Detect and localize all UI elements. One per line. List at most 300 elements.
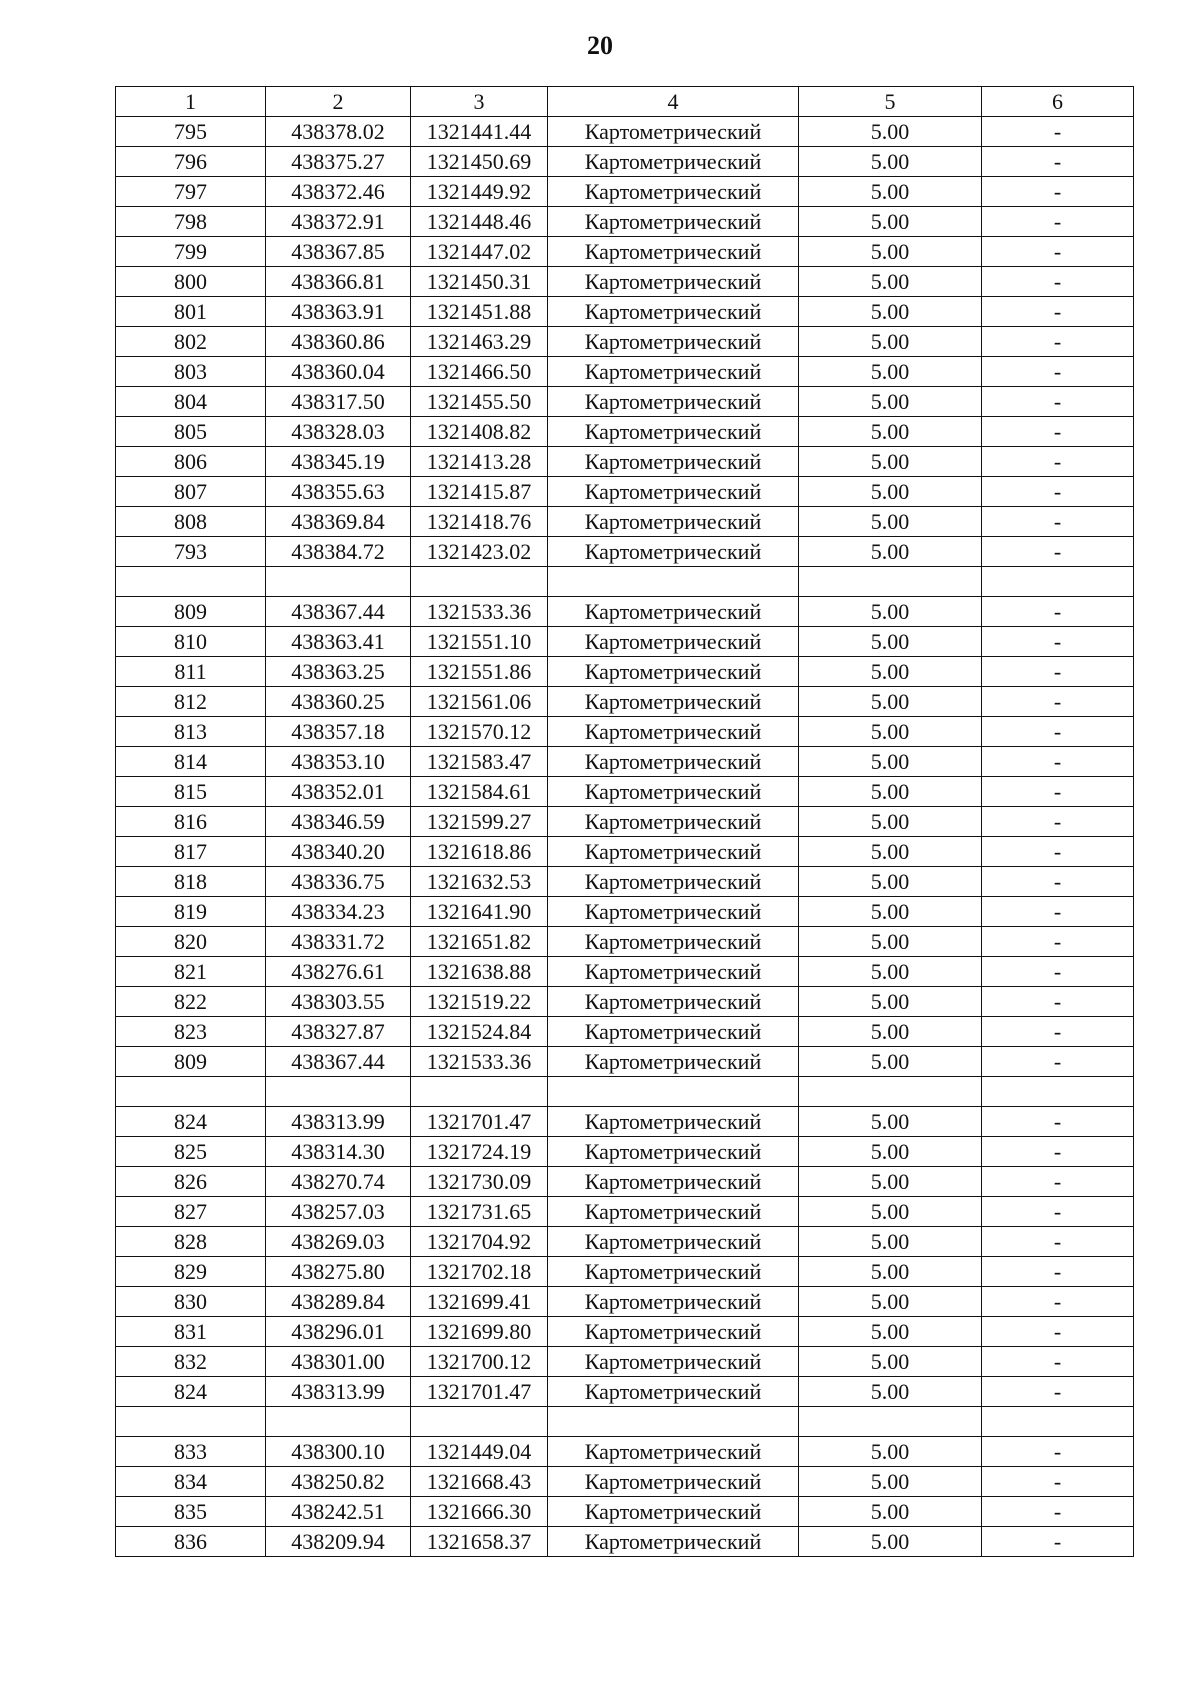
table-cell: 5.00 <box>799 777 982 807</box>
table-row <box>116 1467 1134 1497</box>
table-row <box>116 1227 1134 1257</box>
table-cell: 5.00 <box>799 387 982 417</box>
table-row <box>116 837 1134 867</box>
table-row <box>116 957 1134 987</box>
table-cell: Картометрический <box>548 1377 799 1407</box>
table-cell: 438276.61 <box>266 957 411 987</box>
table-cell: Картометрический <box>548 417 799 447</box>
table-cell: 5.00 <box>799 1107 982 1137</box>
table-cell: 819 <box>116 897 266 927</box>
table-cell: 1321451.88 <box>411 297 548 327</box>
table-cell: Картометрический <box>548 777 799 807</box>
table-cell: 438352.01 <box>266 777 411 807</box>
table-cell: 803 <box>116 357 266 387</box>
table-row <box>116 687 1134 717</box>
table-row <box>116 147 1134 177</box>
header-cell: 6 <box>982 87 1134 117</box>
table-cell: 438270.74 <box>266 1167 411 1197</box>
table-cell: - <box>982 237 1134 267</box>
table-cell: 438353.10 <box>266 747 411 777</box>
table-cell: 438367.85 <box>266 237 411 267</box>
header-row <box>116 87 1134 117</box>
table-cell: 1321638.88 <box>411 957 548 987</box>
table-cell: - <box>982 1227 1134 1257</box>
table-cell: Картометрический <box>548 897 799 927</box>
table-cell <box>266 567 411 597</box>
table-cell: 835 <box>116 1497 266 1527</box>
table-cell: Картометрический <box>548 297 799 327</box>
table-cell: 1321701.47 <box>411 1107 548 1137</box>
table-cell: Картометрический <box>548 1107 799 1137</box>
table-cell <box>548 1077 799 1107</box>
table-cell: 5.00 <box>799 687 982 717</box>
table-cell: 815 <box>116 777 266 807</box>
table-cell: - <box>982 927 1134 957</box>
table-cell: Картометрический <box>548 1347 799 1377</box>
table-cell: Картометрический <box>548 1317 799 1347</box>
table-row <box>116 867 1134 897</box>
table-cell: - <box>982 717 1134 747</box>
table-cell: Картометрический <box>548 387 799 417</box>
table-cell: Картометрический <box>548 537 799 567</box>
table-cell: 438327.87 <box>266 1017 411 1047</box>
table-cell: - <box>982 1437 1134 1467</box>
table-cell: - <box>982 327 1134 357</box>
table-cell: Картометрический <box>548 1167 799 1197</box>
table-row <box>116 1497 1134 1527</box>
table-row <box>116 1017 1134 1047</box>
table-cell: 804 <box>116 387 266 417</box>
table-cell: - <box>982 417 1134 447</box>
table-cell: 5.00 <box>799 837 982 867</box>
table-cell: 438300.10 <box>266 1437 411 1467</box>
table-row <box>116 327 1134 357</box>
table-cell: 438367.44 <box>266 1047 411 1077</box>
table-row <box>116 237 1134 267</box>
table-row <box>116 267 1134 297</box>
table-row <box>116 597 1134 627</box>
table-row <box>116 207 1134 237</box>
table-cell: 5.00 <box>799 1437 982 1467</box>
table-cell: 5.00 <box>799 177 982 207</box>
table-cell: 795 <box>116 117 266 147</box>
table-cell: Картометрический <box>548 867 799 897</box>
table-cell: 1321413.28 <box>411 447 548 477</box>
table-cell: - <box>982 1377 1134 1407</box>
table-cell: - <box>982 687 1134 717</box>
table-cell: 807 <box>116 477 266 507</box>
table-cell: 438209.94 <box>266 1527 411 1557</box>
table-cell: 438367.44 <box>266 597 411 627</box>
table-cell: Картометрический <box>548 1467 799 1497</box>
table-cell: 5.00 <box>799 1167 982 1197</box>
table-row <box>116 297 1134 327</box>
table-cell: 1321408.82 <box>411 417 548 447</box>
table-cell: 5.00 <box>799 897 982 927</box>
table-cell: 5.00 <box>799 1347 982 1377</box>
table-cell <box>266 1407 411 1437</box>
table-cell: 438289.84 <box>266 1287 411 1317</box>
table-cell: - <box>982 1287 1134 1317</box>
table-cell: 811 <box>116 657 266 687</box>
table-cell: - <box>982 1047 1134 1077</box>
table-cell: Картометрический <box>548 357 799 387</box>
table-cell: Картометрический <box>548 447 799 477</box>
table-cell: 438340.20 <box>266 837 411 867</box>
table-cell: - <box>982 957 1134 987</box>
header-cell: 2 <box>266 87 411 117</box>
table-cell: 828 <box>116 1227 266 1257</box>
table-cell: - <box>982 747 1134 777</box>
table-cell: 824 <box>116 1107 266 1137</box>
table-row <box>116 1347 1134 1377</box>
table-cell: 829 <box>116 1257 266 1287</box>
table-cell: Картометрический <box>548 657 799 687</box>
table-cell: - <box>982 1107 1134 1137</box>
table-cell: 1321700.12 <box>411 1347 548 1377</box>
table-cell: 5.00 <box>799 267 982 297</box>
table-cell: 438355.63 <box>266 477 411 507</box>
table-cell: - <box>982 1017 1134 1047</box>
table-cell: 825 <box>116 1137 266 1167</box>
table-cell: - <box>982 627 1134 657</box>
table-cell: 5.00 <box>799 1227 982 1257</box>
table-cell: Картометрический <box>548 1287 799 1317</box>
table-cell: 5.00 <box>799 1017 982 1047</box>
table-cell: 438363.91 <box>266 297 411 327</box>
table-cell: 5.00 <box>799 747 982 777</box>
table-cell: 5.00 <box>799 1257 982 1287</box>
table-cell <box>799 1407 982 1437</box>
table-cell: 5.00 <box>799 117 982 147</box>
table-cell: 801 <box>116 297 266 327</box>
table-cell: 1321641.90 <box>411 897 548 927</box>
table-cell: 5.00 <box>799 1497 982 1527</box>
table-cell: 797 <box>116 177 266 207</box>
table-cell: - <box>982 1167 1134 1197</box>
table-cell: 5.00 <box>799 1197 982 1227</box>
table-cell: 798 <box>116 207 266 237</box>
table-cell: 5.00 <box>799 207 982 237</box>
table-cell: 5.00 <box>799 1527 982 1557</box>
table-cell: 1321702.18 <box>411 1257 548 1287</box>
table-cell: 5.00 <box>799 597 982 627</box>
table-cell: 438334.23 <box>266 897 411 927</box>
table-cell: - <box>982 1527 1134 1557</box>
table-cell: 5.00 <box>799 1047 982 1077</box>
table-cell: Картометрический <box>548 117 799 147</box>
table-cell: 438331.72 <box>266 927 411 957</box>
table-row <box>116 927 1134 957</box>
table-cell: 5.00 <box>799 357 982 387</box>
table-cell: 802 <box>116 327 266 357</box>
table-cell: 833 <box>116 1437 266 1467</box>
table-row <box>116 1137 1134 1167</box>
table-cell: 809 <box>116 1047 266 1077</box>
table-cell: - <box>982 837 1134 867</box>
table-cell <box>548 1407 799 1437</box>
table-row <box>116 1257 1134 1287</box>
table-cell: - <box>982 447 1134 477</box>
table-cell: 5.00 <box>799 717 982 747</box>
table-cell: 1321632.53 <box>411 867 548 897</box>
table-cell: 1321651.82 <box>411 927 548 957</box>
table-cell: 438303.55 <box>266 987 411 1017</box>
table-cell: 438360.86 <box>266 327 411 357</box>
table-cell: - <box>982 657 1134 687</box>
table-cell: 812 <box>116 687 266 717</box>
table-cell: 438360.04 <box>266 357 411 387</box>
table-cell: 816 <box>116 807 266 837</box>
table-cell: 1321584.61 <box>411 777 548 807</box>
table-cell: Картометрический <box>548 207 799 237</box>
table-row <box>116 507 1134 537</box>
table-cell: 1321447.02 <box>411 237 548 267</box>
table-row <box>116 177 1134 207</box>
table-cell: - <box>982 507 1134 537</box>
table-cell: 1321704.92 <box>411 1227 548 1257</box>
table-cell <box>116 1077 266 1107</box>
table-cell: 1321524.84 <box>411 1017 548 1047</box>
table-cell: 5.00 <box>799 507 982 537</box>
table-row <box>116 417 1134 447</box>
table-cell: Картометрический <box>548 1137 799 1167</box>
table-cell <box>982 567 1134 597</box>
table-cell: 1321448.46 <box>411 207 548 237</box>
table-cell: Картометрический <box>548 1497 799 1527</box>
table-cell: 5.00 <box>799 147 982 177</box>
table-cell <box>411 1407 548 1437</box>
table-cell: 822 <box>116 987 266 1017</box>
table-cell: 5.00 <box>799 447 982 477</box>
table-cell: 438301.00 <box>266 1347 411 1377</box>
table-cell: 5.00 <box>799 417 982 447</box>
table-cell: Картометрический <box>548 1527 799 1557</box>
table-cell: 823 <box>116 1017 266 1047</box>
table-row <box>116 777 1134 807</box>
table-cell: 820 <box>116 927 266 957</box>
table-row <box>116 747 1134 777</box>
table-cell: 438363.41 <box>266 627 411 657</box>
table-cell: - <box>982 1497 1134 1527</box>
table-cell: 800 <box>116 267 266 297</box>
header-cell: 1 <box>116 87 266 117</box>
table-row <box>116 1167 1134 1197</box>
table-row <box>116 117 1134 147</box>
table-cell: 5.00 <box>799 957 982 987</box>
table-cell: Картометрический <box>548 1257 799 1287</box>
table-cell: 796 <box>116 147 266 177</box>
table-cell <box>116 567 266 597</box>
table-cell: Картометрический <box>548 1437 799 1467</box>
table-cell: 1321699.41 <box>411 1287 548 1317</box>
coordinates-table <box>115 86 1134 1557</box>
table-cell: 1321731.65 <box>411 1197 548 1227</box>
table-body <box>116 87 1134 1557</box>
table-cell: 1321449.92 <box>411 177 548 207</box>
table-cell: 799 <box>116 237 266 267</box>
table-cell: 1321415.87 <box>411 477 548 507</box>
table-cell: 438366.81 <box>266 267 411 297</box>
table-cell: 438242.51 <box>266 1497 411 1527</box>
table-cell <box>548 567 799 597</box>
table-cell: 813 <box>116 717 266 747</box>
table-cell: 5.00 <box>799 927 982 957</box>
table-cell <box>411 567 548 597</box>
table-cell: - <box>982 357 1134 387</box>
table-cell: 1321701.47 <box>411 1377 548 1407</box>
table-cell: 1321570.12 <box>411 717 548 747</box>
table-cell: 438296.01 <box>266 1317 411 1347</box>
table-cell: 438384.72 <box>266 537 411 567</box>
table-cell: 809 <box>116 597 266 627</box>
table-cell: Картометрический <box>548 1197 799 1227</box>
table-cell: 1321599.27 <box>411 807 548 837</box>
table-cell: 1321519.22 <box>411 987 548 1017</box>
table-cell: 5.00 <box>799 867 982 897</box>
table-cell: 438360.25 <box>266 687 411 717</box>
table-cell: 438257.03 <box>266 1197 411 1227</box>
table-cell: 810 <box>116 627 266 657</box>
table-cell: 836 <box>116 1527 266 1557</box>
table-cell: - <box>982 597 1134 627</box>
table-cell: - <box>982 297 1134 327</box>
table-cell: 438378.02 <box>266 117 411 147</box>
table-cell: 438346.59 <box>266 807 411 837</box>
table-cell: 438314.30 <box>266 1137 411 1167</box>
table-row <box>116 987 1134 1017</box>
table-cell: - <box>982 867 1134 897</box>
table-cell: 438336.75 <box>266 867 411 897</box>
table-cell: 818 <box>116 867 266 897</box>
table-row <box>116 897 1134 927</box>
table-cell: - <box>982 1467 1134 1497</box>
table-cell: - <box>982 777 1134 807</box>
table-cell: 831 <box>116 1317 266 1347</box>
table-cell: 821 <box>116 957 266 987</box>
table-cell: 5.00 <box>799 297 982 327</box>
table-row <box>116 657 1134 687</box>
table-row <box>116 1437 1134 1467</box>
table-cell: - <box>982 147 1134 177</box>
table-cell: 5.00 <box>799 327 982 357</box>
table-cell: 832 <box>116 1347 266 1377</box>
table-cell: 793 <box>116 537 266 567</box>
table-cell: Картометрический <box>548 597 799 627</box>
table-cell: Картометрический <box>548 1227 799 1257</box>
table-row <box>116 1287 1134 1317</box>
table-row <box>116 477 1134 507</box>
header-cell: 3 <box>411 87 548 117</box>
table-row <box>116 387 1134 417</box>
table-cell: 1321618.86 <box>411 837 548 867</box>
table-cell: - <box>982 1317 1134 1347</box>
table-cell: 1321449.04 <box>411 1437 548 1467</box>
table-cell: 1321441.44 <box>411 117 548 147</box>
table-cell: - <box>982 267 1134 297</box>
table-cell: Картометрический <box>548 1047 799 1077</box>
table-cell: Картометрический <box>548 717 799 747</box>
table-row <box>116 807 1134 837</box>
table-cell: 438317.50 <box>266 387 411 417</box>
table-cell: 1321730.09 <box>411 1167 548 1197</box>
table-cell <box>411 1077 548 1107</box>
table-cell: 1321724.19 <box>411 1137 548 1167</box>
table-cell: Картометрический <box>548 957 799 987</box>
table-cell: - <box>982 1257 1134 1287</box>
table-cell: Картометрический <box>548 807 799 837</box>
table-cell: Картометрический <box>548 237 799 267</box>
table-cell: 1321450.31 <box>411 267 548 297</box>
table-cell: 808 <box>116 507 266 537</box>
table-cell: Картометрический <box>548 177 799 207</box>
table-cell: 438250.82 <box>266 1467 411 1497</box>
table-row <box>116 567 1134 597</box>
table-cell: - <box>982 387 1134 417</box>
table-cell: 438275.80 <box>266 1257 411 1287</box>
table-cell: - <box>982 1137 1134 1167</box>
table-cell: 5.00 <box>799 1287 982 1317</box>
table-cell: 1321658.37 <box>411 1527 548 1557</box>
table-cell: Картометрический <box>548 837 799 867</box>
table-cell: 438313.99 <box>266 1107 411 1137</box>
table-cell: - <box>982 807 1134 837</box>
table-cell: 1321668.43 <box>411 1467 548 1497</box>
table-row <box>116 1527 1134 1557</box>
table-cell: 805 <box>116 417 266 447</box>
table-cell: 1321423.02 <box>411 537 548 567</box>
table-row <box>116 357 1134 387</box>
table-row <box>116 1407 1134 1437</box>
table-cell: 5.00 <box>799 807 982 837</box>
table-cell: 806 <box>116 447 266 477</box>
table-cell: - <box>982 207 1134 237</box>
table-cell: 5.00 <box>799 477 982 507</box>
table-cell: - <box>982 117 1134 147</box>
table-cell: 1321533.36 <box>411 1047 548 1077</box>
table-cell: - <box>982 987 1134 1017</box>
table-cell: 5.00 <box>799 1377 982 1407</box>
table-cell: 827 <box>116 1197 266 1227</box>
header-cell: 4 <box>548 87 799 117</box>
table-cell: Картометрический <box>548 687 799 717</box>
table-cell: 438328.03 <box>266 417 411 447</box>
table-row <box>116 447 1134 477</box>
table-cell: - <box>982 1347 1134 1377</box>
table-cell: 5.00 <box>799 537 982 567</box>
table-cell: 5.00 <box>799 1137 982 1167</box>
table-cell: 1321418.76 <box>411 507 548 537</box>
table-cell <box>982 1077 1134 1107</box>
table-cell: 1321533.36 <box>411 597 548 627</box>
table-cell: 438372.91 <box>266 207 411 237</box>
table-cell: 1321463.29 <box>411 327 548 357</box>
table-cell: 438345.19 <box>266 447 411 477</box>
table-row <box>116 627 1134 657</box>
table-cell: - <box>982 897 1134 927</box>
table-cell: 830 <box>116 1287 266 1317</box>
table-cell <box>982 1407 1134 1437</box>
table-cell: Картометрический <box>548 627 799 657</box>
table-cell: Картометрический <box>548 147 799 177</box>
table-cell: 5.00 <box>799 627 982 657</box>
header-cell: 5 <box>799 87 982 117</box>
table-cell: 5.00 <box>799 657 982 687</box>
table-row <box>116 1107 1134 1137</box>
table-cell: 817 <box>116 837 266 867</box>
table-cell: 438372.46 <box>266 177 411 207</box>
table-cell: 1321551.86 <box>411 657 548 687</box>
